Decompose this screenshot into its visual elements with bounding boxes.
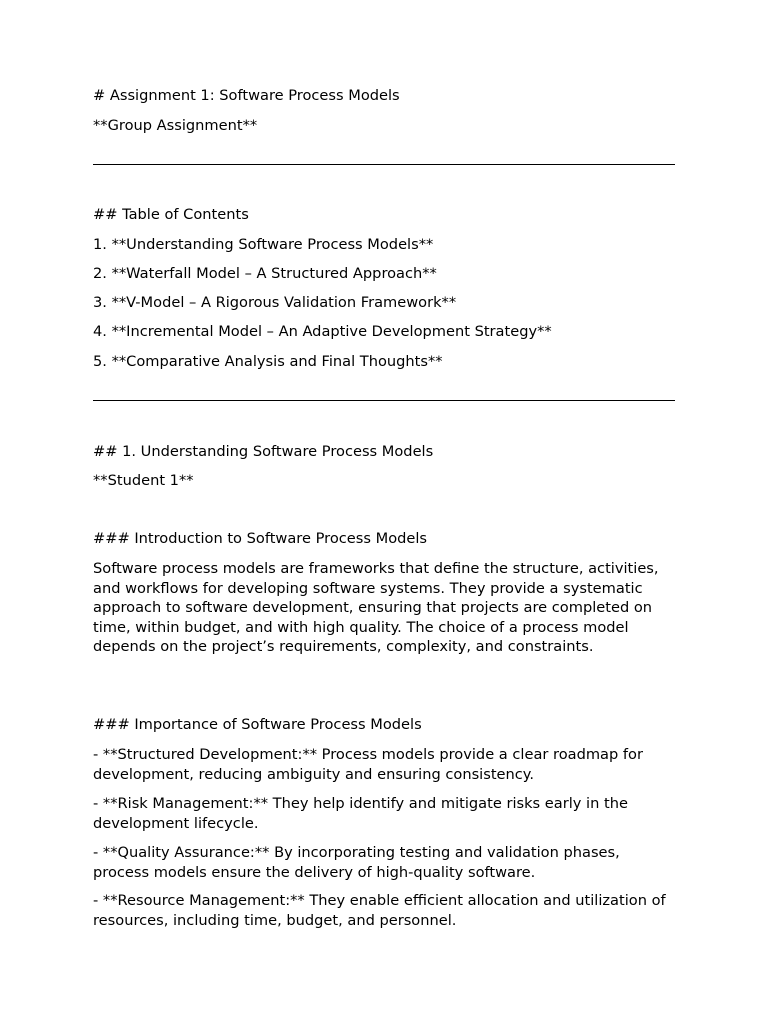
toc-item-4: 4. **Incremental Model – An Adaptive Development Strategy** <box>93 323 552 340</box>
subsection-heading-importance: ### Importance of Software Process Models <box>93 716 422 733</box>
document-subtitle: **Group Assignment** <box>93 117 258 134</box>
bullet-resource-management: - **Resource Management:** They enable efficient allocation and utilization of resources, including time, budget, and personnel. <box>93 892 666 929</box>
horizontal-rule <box>93 400 675 401</box>
toc-item-5: 5. **Comparative Analysis and Final Thoughts** <box>93 353 443 370</box>
bullet-risk-management: - **Risk Management:** They help identify and mitigate risks early in the development lifecycle. <box>93 795 628 832</box>
bullet-quality-assurance: - **Quality Assurance:** By incorporating testing and validation phases, process models ensure the delivery of high-quality software. <box>93 844 620 881</box>
toc-heading: ## Table of Contents <box>93 206 249 223</box>
section-author: **Student 1** <box>93 472 194 489</box>
subsection-heading-introduction: ### Introduction to Software Process Models <box>93 530 428 547</box>
horizontal-rule <box>93 164 675 165</box>
toc-item-2: 2. **Waterfall Model – A Structured Approach** <box>93 265 437 282</box>
section-heading: ## 1. Understanding Software Process Models <box>93 443 434 460</box>
toc-item-1: 1. **Understanding Software Process Models** <box>93 236 434 253</box>
document-title: # Assignment 1: Software Process Models <box>93 87 400 104</box>
bullet-structured-development: - **Structured Development:** Process models provide a clear roadmap for development, reducing ambiguity and ensuring consistency. <box>93 746 643 783</box>
introduction-paragraph: Software process models are frameworks that define the structure, activities, and workflows for developing software systems. They provide a systematic approach to software development, ensuring that projects are completed on time, within budget, and with high quality. The choice of a process model depends on the project’s requirements, complexity, and constraints. <box>93 560 659 655</box>
toc-item-3: 3. **V-Model – A Rigorous Validation Framework** <box>93 294 457 311</box>
